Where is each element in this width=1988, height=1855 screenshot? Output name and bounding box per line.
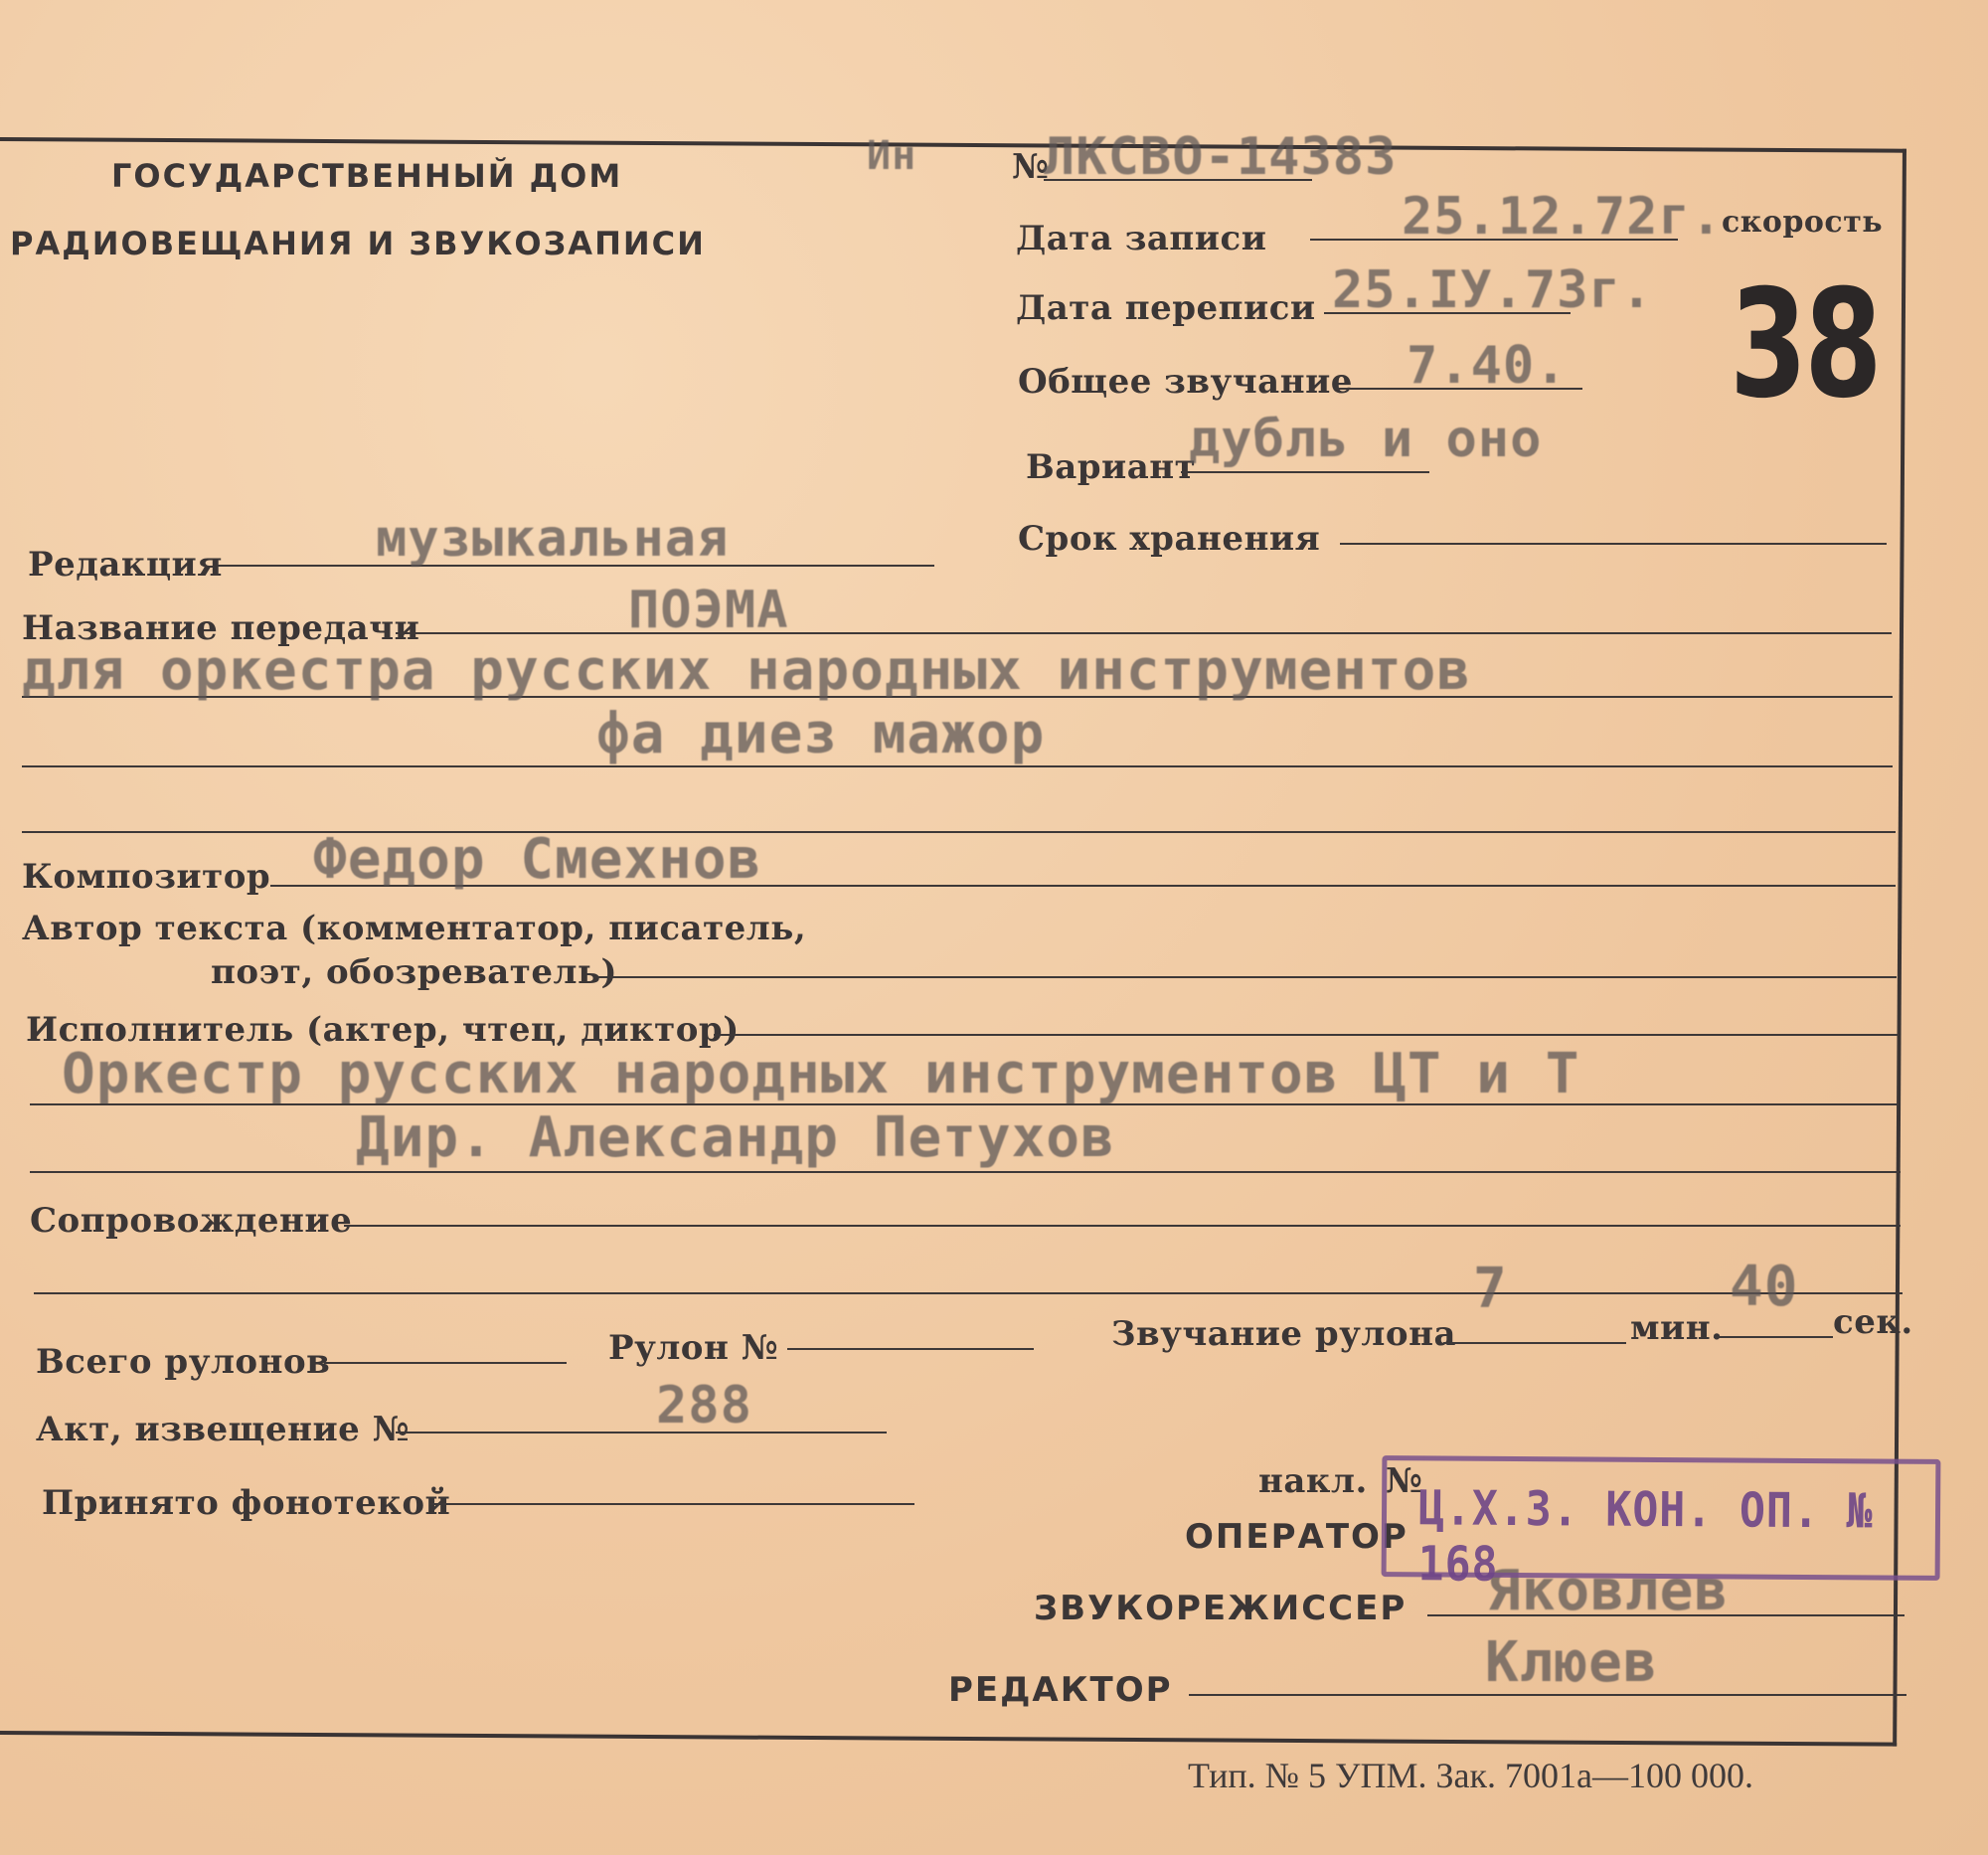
storage-label: Срок хранения [1018, 519, 1321, 559]
invoice-number-label: № [1386, 1461, 1423, 1501]
seconds-value: 40 [1730, 1255, 1799, 1319]
accompaniment-line-2 [34, 1292, 1903, 1294]
accompaniment-label: Сопровождение [30, 1201, 353, 1241]
invoice-label: накл. [1258, 1461, 1368, 1501]
duration-value: 7.40. [1407, 336, 1568, 396]
accepted-label: Принято фонотекой [42, 1483, 451, 1523]
accepted-line [429, 1503, 914, 1505]
act-label: Акт, извещение № [36, 1410, 411, 1449]
record-date-label: Дата записи [1016, 219, 1267, 258]
minutes-label: мин. [1630, 1308, 1724, 1348]
author-line [594, 976, 1897, 978]
performer-line2-value: Дир. Александр Петухов [356, 1105, 1115, 1170]
number-value: ЛКСВО-14383 [1044, 127, 1398, 187]
rewrite-date-label: Дата переписи [1016, 288, 1316, 328]
act-value: 288 [656, 1376, 752, 1435]
seconds-line [1714, 1336, 1833, 1338]
stamp-text: Ц.Х.З. КОН. ОП. № 168 [1417, 1480, 1874, 1593]
minutes-value: 7 [1473, 1257, 1508, 1321]
number-label: № [1012, 147, 1050, 187]
performer-line1-value: Оркестр русских народных инструментов ЦТ и Т [62, 1042, 1580, 1106]
program-label: Название передачи [22, 608, 420, 648]
index-label: Ин [867, 133, 917, 179]
author-label-1: Автор текста (комментатор, писатель, [22, 909, 807, 948]
performer-line-3 [30, 1171, 1901, 1173]
record-date-value: 25.12.72г. [1402, 187, 1724, 247]
roll-sound-label: Звучание рулона [1111, 1314, 1457, 1354]
accompaniment-line [344, 1225, 1901, 1227]
editor-value: Клюев [1485, 1630, 1658, 1695]
print-info: Тип. № 5 УПМ. Зак. 7001а—100 000. [1188, 1756, 1753, 1795]
program-line1-value: ПОЭМА [628, 581, 789, 640]
operator-label: ОПЕРАТОР [1185, 1517, 1408, 1557]
seconds-label: сек. [1833, 1302, 1913, 1342]
number-line [1044, 179, 1312, 181]
sound-director-value: Яковлев [1487, 1559, 1730, 1623]
performer-label: Исполнитель (актер, чтец, диктор) [26, 1010, 740, 1050]
author-label-2: поэт, обозреватель) [211, 952, 618, 992]
program-line2-value: для оркестра русских народных инструментов [22, 638, 1472, 703]
performer-line-1 [714, 1034, 1899, 1036]
editorial-value: музыкальная [376, 509, 730, 569]
variant-label: Вариант [1026, 447, 1197, 487]
total-rolls-line [324, 1362, 567, 1364]
program-line3-value: фа диез мажор [596, 702, 1046, 766]
composer-label: Композитор [22, 857, 271, 897]
speed-value: 38 [1730, 258, 1880, 431]
roll-number-label: Рулон № [608, 1328, 779, 1368]
program-line-1 [396, 632, 1892, 634]
composer-value: Федор Смехнов [313, 827, 762, 892]
org-name-line2: РАДИОВЕЩАНИЯ И ЗВУКОЗАПИСИ [10, 225, 706, 262]
storage-line [1340, 543, 1887, 545]
variant-value: дубль и оно [1189, 410, 1543, 469]
editorial-label: Редакция [28, 545, 223, 585]
speed-label: скорость [1722, 205, 1884, 240]
roll-number-line [787, 1348, 1034, 1350]
editor-label: РЕДАКТОР [948, 1670, 1173, 1710]
minutes-line [1443, 1342, 1626, 1344]
variant-line [1181, 471, 1429, 473]
program-line-4 [22, 831, 1896, 833]
org-name-line1: ГОСУДАРСТВЕННЫЙ ДОМ [111, 157, 623, 195]
total-rolls-label: Всего рулонов [36, 1342, 331, 1382]
sound-director-label: ЗВУКОРЕЖИССЕР [1034, 1589, 1408, 1628]
rewrite-date-value: 25.IУ.73г. [1332, 260, 1654, 320]
duration-label: Общее звучание [1018, 362, 1353, 402]
act-line [396, 1432, 887, 1433]
